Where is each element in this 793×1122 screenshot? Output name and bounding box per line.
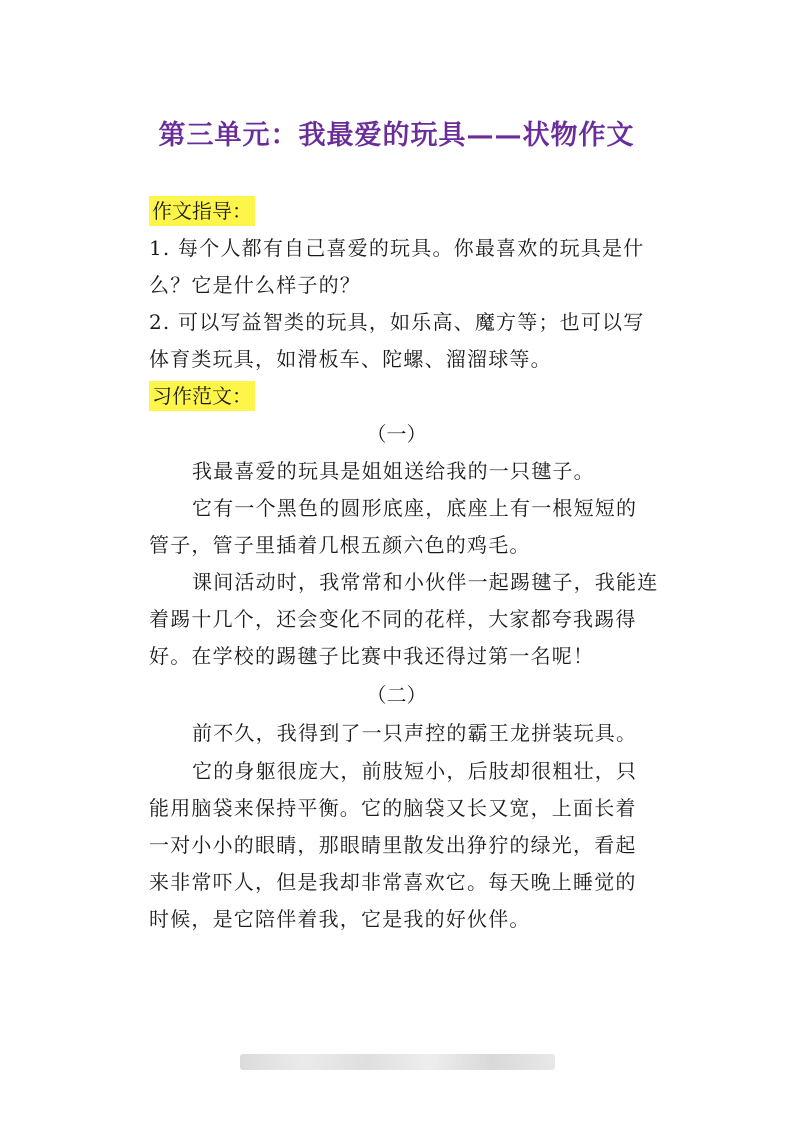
page-title: 第三单元：我最爱的玩具——状物作文 xyxy=(158,120,635,151)
essay2-line: 前不久，我得到了一只声控的霸王龙拼装玩具。 xyxy=(192,721,638,745)
guide-line: 么？它是什么样子的？ xyxy=(149,273,361,297)
blurred-footer-watermark xyxy=(240,1054,555,1070)
essay2-line: 能用脑袋来保持平衡。它的脑袋又长又宽，上面长着 xyxy=(149,796,637,820)
guide-line: 2. 可以写益智类的玩具，如乐高、魔方等；也可以写 xyxy=(149,310,645,334)
guide-label: 作文指导： xyxy=(149,196,255,226)
essay1-heading: （一） xyxy=(366,422,427,446)
essay1-line: 管子，管子里插着几根五颜六色的鸡毛。 xyxy=(149,533,531,557)
essay2-line: 它的身躯很庞大，前肢短小，后肢却很粗壮，只 xyxy=(192,759,638,783)
essay2-line: 时候，是它陪伴着我，它是我的好伙伴。 xyxy=(149,907,531,931)
essay1-line: 着踢十几个，还会变化不同的花样，大家都夸我踢得 xyxy=(149,607,637,631)
examples-label: 习作范文： xyxy=(149,381,255,411)
essay2-heading: （二） xyxy=(366,683,427,707)
essay2-line: 一对小小的眼睛，那眼睛里散发出狰狞的绿光，看起 xyxy=(149,833,637,857)
essay2-line: 来非常吓人，但是我却非常喜欢它。每天晚上睡觉的 xyxy=(149,870,637,894)
essay1-line: 课间活动时，我常常和小伙伴一起踢毽子，我能连 xyxy=(192,570,659,594)
essay1-line: 我最喜爱的玩具是姐姐送给我的一只毽子。 xyxy=(192,459,595,483)
guide-line: 1. 每个人都有自己喜爱的玩具。你最喜欢的玩具是什 xyxy=(149,236,645,260)
essay1-line: 好。在学校的踢毽子比赛中我还得过第一名呢！ xyxy=(149,644,595,668)
essay1-line: 它有一个黑色的圆形底座，底座上有一根短短的 xyxy=(192,496,638,520)
guide-line: 体育类玩具，如滑板车、陀螺、溜溜球等。 xyxy=(149,347,552,371)
